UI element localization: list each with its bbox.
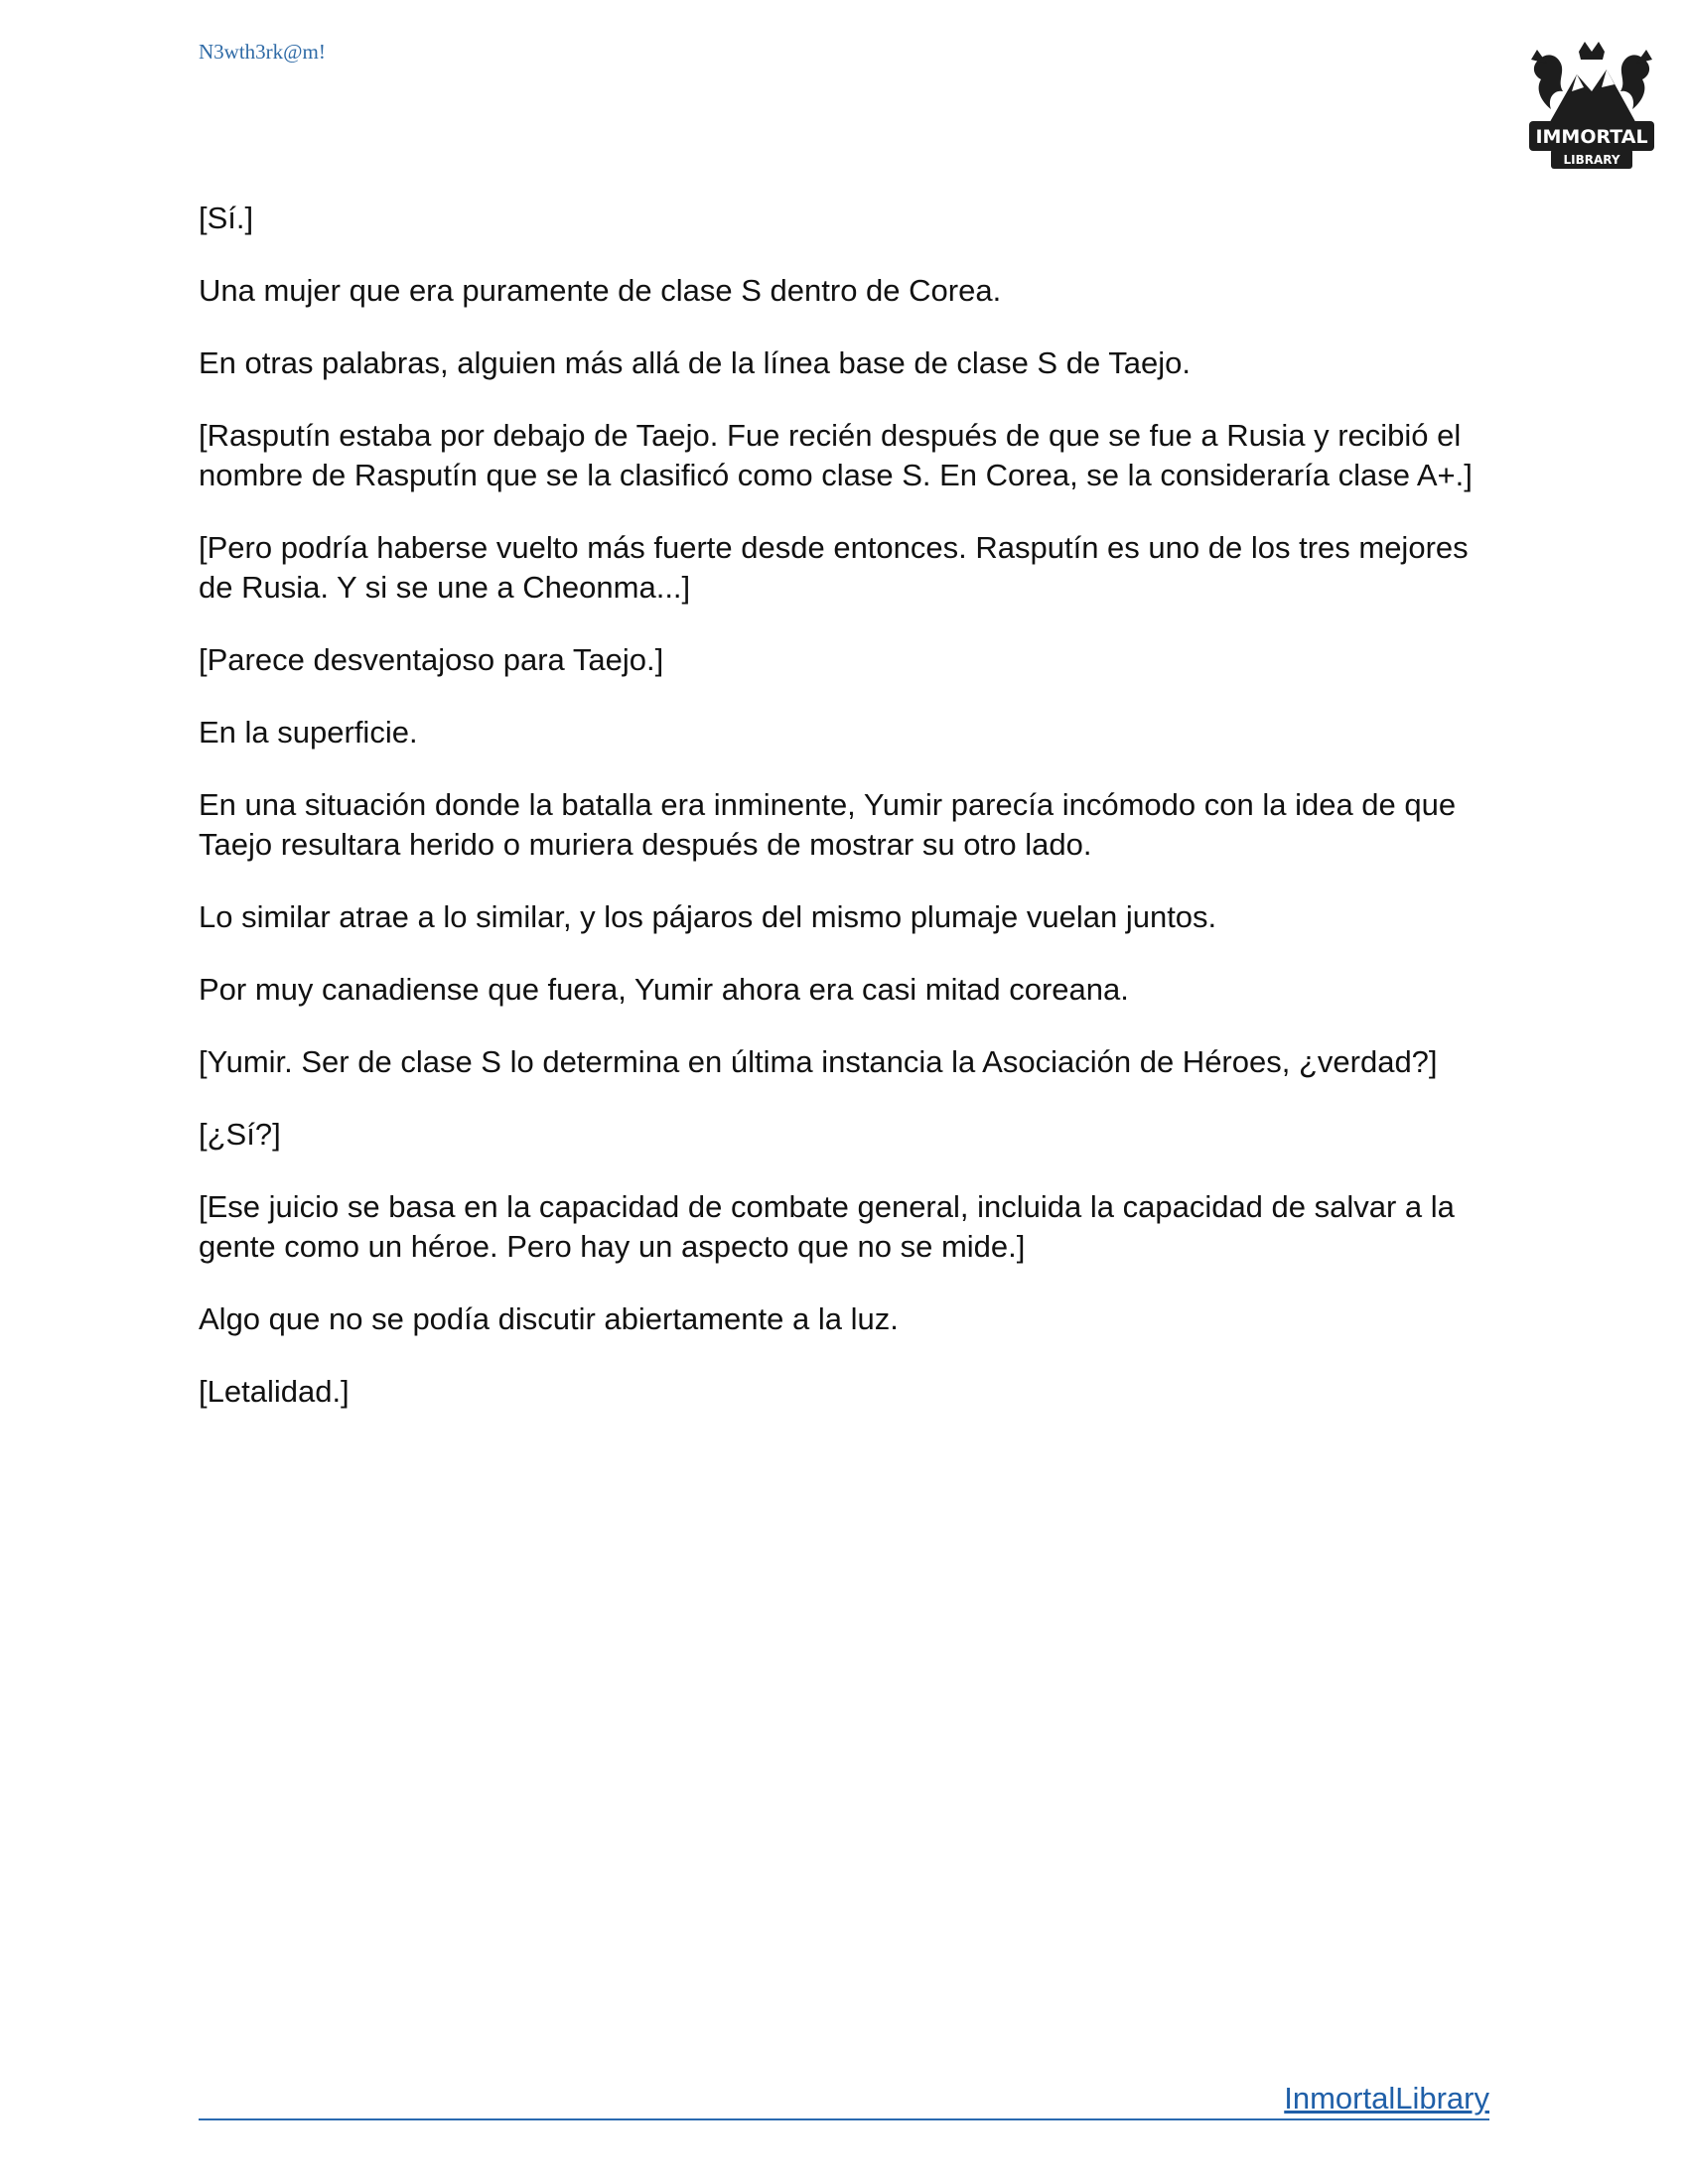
paragraph: [Rasputín estaba por debajo de Taejo. Fue recién después de que se fue a Rusia y recibió el nombre de Rasputín que se la clasificó como clase S. En Corea, se la consideraría clase A+.] (199, 418, 1473, 492)
immortal-library-logo (1517, 30, 1666, 179)
paragraph: Una mujer que era puramente de clase S dentro de Corea. (199, 273, 1002, 308)
footer-link[interactable]: InmortalLibrary (1284, 2081, 1489, 2116)
paragraph: En una situación donde la batalla era inminente, Yumir parecía incómodo con la idea de que Taejo resultara herido o muriera después de mostrar su otro lado. (199, 787, 1457, 862)
paragraph: [¿Sí?] (199, 1117, 281, 1152)
paragraph: [Yumir. Ser de clase S lo determina en última instancia la Asociación de Héroes, ¿verdad?] (199, 1044, 1438, 1079)
paragraph: [Letalidad.] (199, 1374, 350, 1409)
paragraph: Algo que no se podía discutir abiertamente a la luz. (199, 1301, 899, 1336)
paragraph: En la superficie. (199, 715, 418, 750)
dragon-crest-icon (1517, 30, 1666, 179)
paragraph: En otras palabras, alguien más allá de la línea base de clase S de Taejo. (199, 345, 1191, 380)
footer-rule (199, 2077, 1489, 2120)
paragraph: [Pero podría haberse vuelto más fuerte desde entonces. Rasputín es uno de los tres mejores de Rusia. Y si se une a Cheonma...] (199, 530, 1469, 605)
document-body (199, 199, 1489, 1444)
logo-text-line2: LIBRARY (1563, 153, 1620, 167)
paragraph: [Sí.] (199, 201, 254, 235)
header-watermark: N3wth3rk@m! (199, 40, 326, 64)
paragraph: Lo similar atrae a lo similar, y los pájaros del mismo plumaje vuelan juntos. (199, 899, 1217, 934)
paragraph: Por muy canadiense que fuera, Yumir ahora era casi mitad coreana. (199, 972, 1129, 1007)
paragraph: [Parece desventajoso para Taejo.] (199, 642, 664, 677)
paragraph: [Ese juicio se basa en la capacidad de combate general, incluida la capacidad de salvar a la gente como un héroe. Pero hay un aspecto que no se mide.] (199, 1189, 1455, 1264)
logo-text-line1: IMMORTAL (1535, 126, 1648, 148)
